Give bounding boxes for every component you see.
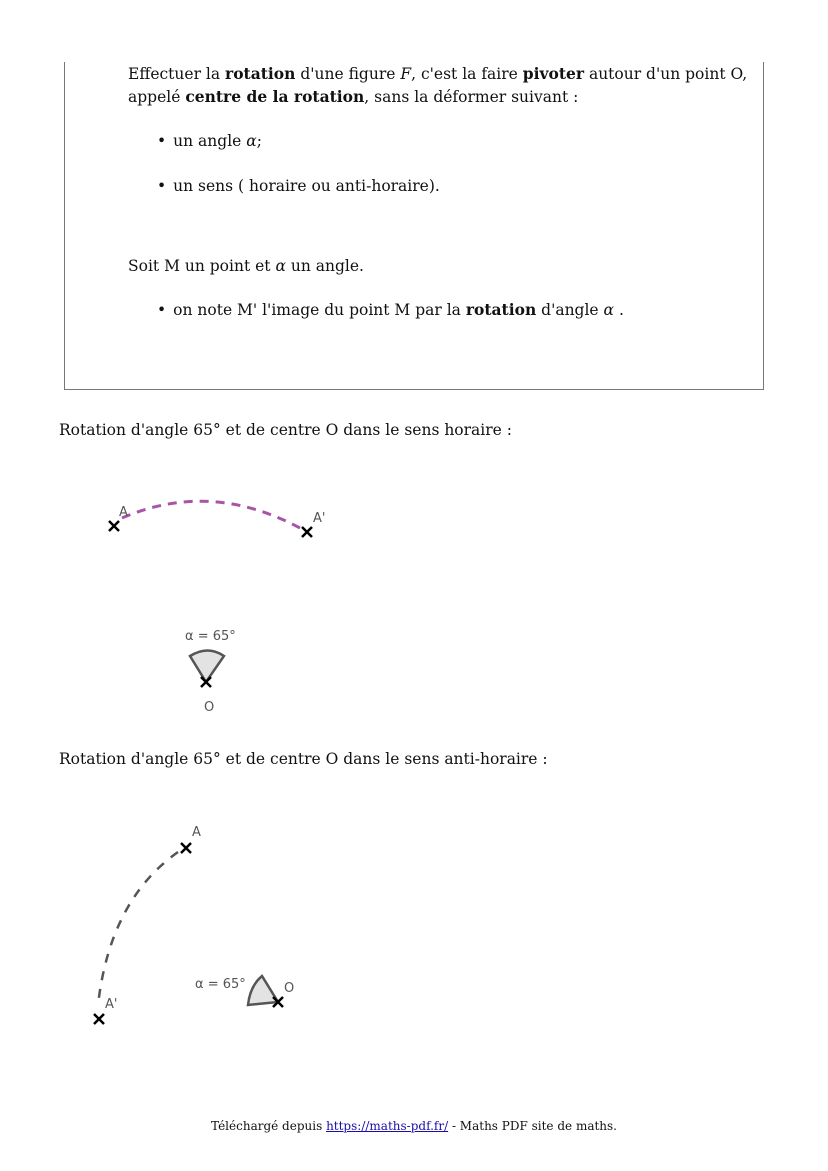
rotation-arc bbox=[122, 501, 300, 528]
math-var: α bbox=[275, 257, 286, 275]
figure2 bbox=[94, 825, 294, 1024]
text: d'une figure bbox=[295, 65, 401, 83]
text: on note M' l'image du point M par la bbox=[173, 301, 466, 319]
math-var: α bbox=[246, 132, 257, 150]
figure1-caption: Rotation d'angle 65° et de centre O dans le sens horaire : bbox=[59, 421, 512, 439]
text: , sans la déformer suivant : bbox=[364, 88, 579, 106]
label-A-prime: A' bbox=[313, 511, 326, 526]
text: un angle. bbox=[285, 257, 364, 275]
footer-text: - Maths PDF site de maths. bbox=[448, 1119, 617, 1133]
label-O: O bbox=[204, 700, 215, 715]
text: un angle bbox=[173, 132, 247, 150]
figure1 bbox=[109, 501, 325, 715]
math-var: F bbox=[400, 65, 412, 83]
label-A: A bbox=[119, 505, 128, 520]
text: appelé bbox=[128, 88, 186, 106]
angle-label: α = 65° bbox=[185, 629, 236, 644]
text: ; bbox=[256, 132, 262, 150]
point-A-prime-cross-icon bbox=[302, 527, 312, 537]
bold-term: rotation bbox=[225, 64, 296, 83]
math-var: α bbox=[603, 301, 615, 319]
text: un sens ( horaire ou anti-horaire). bbox=[173, 177, 440, 195]
footer bbox=[0, 1119, 828, 1133]
label-O: O bbox=[284, 981, 295, 996]
text: autour d'un point O, bbox=[584, 65, 748, 83]
bold-term: centre de la rotation bbox=[185, 87, 365, 106]
text: d'angle bbox=[536, 301, 604, 319]
figure2-caption: Rotation d'angle 65° et de centre O dans le sens anti-horaire : bbox=[59, 750, 548, 768]
rotation-arc bbox=[98, 852, 178, 1005]
angle-sector bbox=[248, 976, 278, 1005]
text: Effectuer la bbox=[128, 65, 226, 83]
angle-label: α = 65° bbox=[195, 977, 246, 992]
bold-term: rotation bbox=[465, 300, 537, 319]
text: , c'est la faire bbox=[411, 65, 523, 83]
label-A-prime: A' bbox=[105, 997, 118, 1012]
text: Soit M un point et bbox=[128, 257, 276, 275]
footer-text: Téléchargé depuis bbox=[211, 1119, 327, 1133]
bold-term: pivoter bbox=[522, 64, 585, 83]
point-A-cross-icon bbox=[181, 843, 191, 853]
point-A-prime-cross-icon bbox=[94, 1014, 104, 1024]
label-A: A bbox=[192, 825, 201, 840]
footer-link[interactable]: https://maths-pdf.fr/ bbox=[326, 1119, 449, 1133]
text: . bbox=[614, 301, 624, 319]
angle-sector bbox=[190, 651, 224, 683]
point-A-cross-icon bbox=[109, 521, 119, 531]
